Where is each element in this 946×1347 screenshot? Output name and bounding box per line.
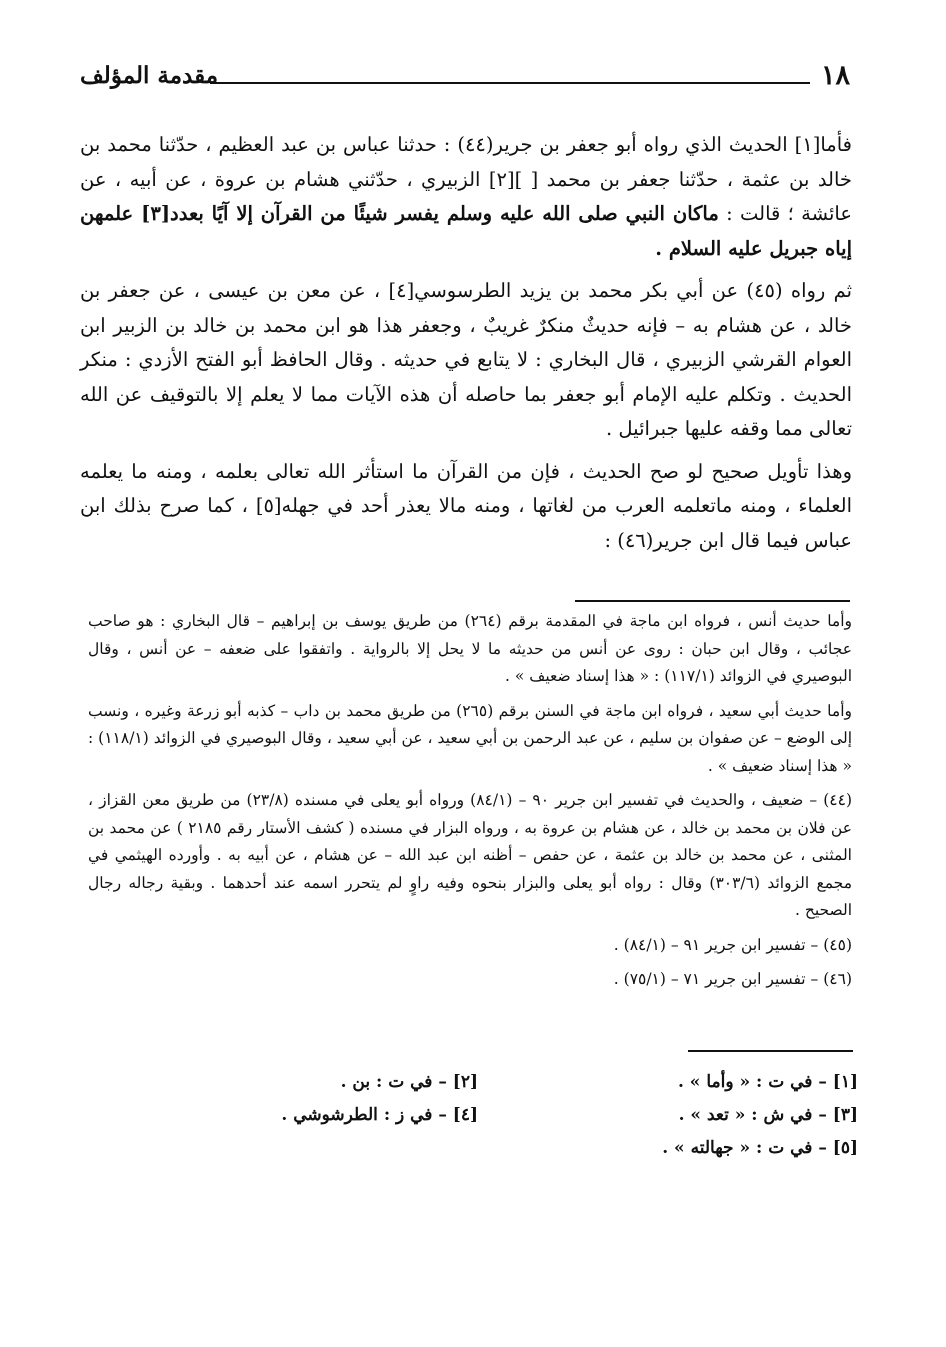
footnote-46: (٤٦) – تفسير ابن جرير ٧١ – (٧٥/١) . bbox=[613, 970, 852, 988]
manuscript-variants bbox=[88, 1072, 858, 1171]
variants-separator bbox=[688, 1050, 853, 1052]
variants-row-2 bbox=[88, 1105, 858, 1138]
running-title: مقدمة المؤلف bbox=[80, 62, 219, 89]
variant-3: [٣] – في ش : « تعد » . bbox=[678, 1105, 858, 1125]
paragraph-1 bbox=[80, 128, 852, 266]
footnote-44: (٤٤) – ضعيف ، والحديث في تفسير ابن جرير ٩٠ – (٨٤/١) ورواه أبو يعلى في مسنده (٢٣/٨) من طريق معن القزاز ، عن فلان بن محمد بن خالد ، عن هشام بن عروة به ، ورواه البزار في مسنده ( كشف الأستار رقم ٢١٨٥ ) عن محمد بن المثنى ، عن محمد بن خالد بن عثمة ، عن حفص – أظنه ابن عبد الله – عن هشام ، عن أبيه به . وأورده الهيثمي في مجمع الزوائد (٣٠٣/٦) وقال : رواه أبو يعلى والبزار بنحوه وفيه راوٍ لم يتحرر اسمه عند أحدهما . وبقية رجاله رجال الصحيح . bbox=[88, 791, 852, 919]
paragraph-2: ثم رواه (٤٥) عن أبي بكر محمد بن يزيد الطرسوسي[٤] ، عن معن بن عيسى ، عن جعفر بن خالد ، عن هشام به – فإنه حديثٌ منكرٌ غريبٌ ، وجعفر هذا هو ابن محمد بن خالد بن الزبير ابن العوام القرشي الزبيري ، قال البخاري : لا يتابع في حديثه . وقال الحافظ أبو الفتح الأزدي : منكر الحديث . وتكلم عليه الإمام أبو جعفر بما حاصله أن هذه الآيات مما لا يعلم إلا بالتوقيف عن الله تعالى مما وقفه عليها جبرائيل . bbox=[80, 279, 852, 440]
variants-row-3 bbox=[88, 1138, 858, 1171]
paragraph-3: وهذا تأويل صحيح لو صح الحديث ، فإن من القرآن ما استأثر الله تعالى بعلمه ، ومنه ما يعلمه العلماء ، ومنه ماتعلمه العرب من لغاتها ، ومنه مالا يعذر أحد في جهله[٥] ، كما صرح بذلك ابن عباس فيما قال ابن جرير(٤٦) : bbox=[80, 459, 852, 552]
variant-4: [٤] – في ز : الطرشوشي . bbox=[281, 1105, 478, 1125]
variants-row-1 bbox=[88, 1072, 858, 1105]
main-text bbox=[80, 128, 852, 566]
variant-1: [١] – في ت : « وأما » . bbox=[677, 1072, 858, 1092]
paragraph-1-text: فأما[١] الحديث الذي رواه أبو جعفر بن جرير(٤٤) : حدثنا عباس بن عبد العظيم ، حدّثنا محمد بن خالد بن عثمة ، حدّثنا جعفر بن محمد [ ][٢] الزبيري ، حدّثني هشام بن عروة ، عن أبيه ، عن عائشة ؛ قالت : bbox=[80, 133, 853, 225]
footnote-abu-said: وأما حديث أبي سعيد ، فرواه ابن ماجة في السنن برقم (٢٦٥) من طريق محمد بن داب – كذبه أبو زرعة وغيره ، ونسب إلى الوضع – عن صفوان بن سليم ، عن عبد الرحمن بن أبي سعيد ، عن أبي سعيد ، وقال البوصيري في الزوائد (١١٨/١) : « هذا إسناد ضعيف » . bbox=[88, 701, 852, 775]
hadith-quote: ماكان النبي صلى الله عليه وسلم يفسر شيئًا من القرآن إلا آيًا بعدد[٣] علمهن إياه جبريل عليه السلام . bbox=[80, 202, 852, 260]
footnote-separator bbox=[575, 600, 850, 602]
page-number: ١٨ bbox=[820, 60, 850, 91]
variant-5: [٥] – في ت : « جهالته » . bbox=[662, 1138, 858, 1158]
footnote-45: (٤٥) – تفسير ابن جرير ٩١ – (٨٤/١) . bbox=[613, 935, 852, 954]
footnote-anas: وأما حديث أنس ، فرواه ابن ماجة في المقدمة برقم (٢٦٤) من طريق يوسف بن إبراهيم – قال البخاري : هو صاحب عجائب ، وقال ابن حبان : روى عن أنس من حديثه ما لا يحل إلا بالرواية . واتفقوا على ضعفه – عن أنس ، وقال البوصيري في الزوائد (١١٧/١) : « هذا إسناد ضعيف » . bbox=[88, 612, 853, 685]
variant-2: [٢] – في ت : بن . bbox=[340, 1072, 478, 1092]
header-rule bbox=[210, 82, 810, 84]
footnotes bbox=[88, 608, 852, 1001]
page-header bbox=[80, 60, 850, 100]
